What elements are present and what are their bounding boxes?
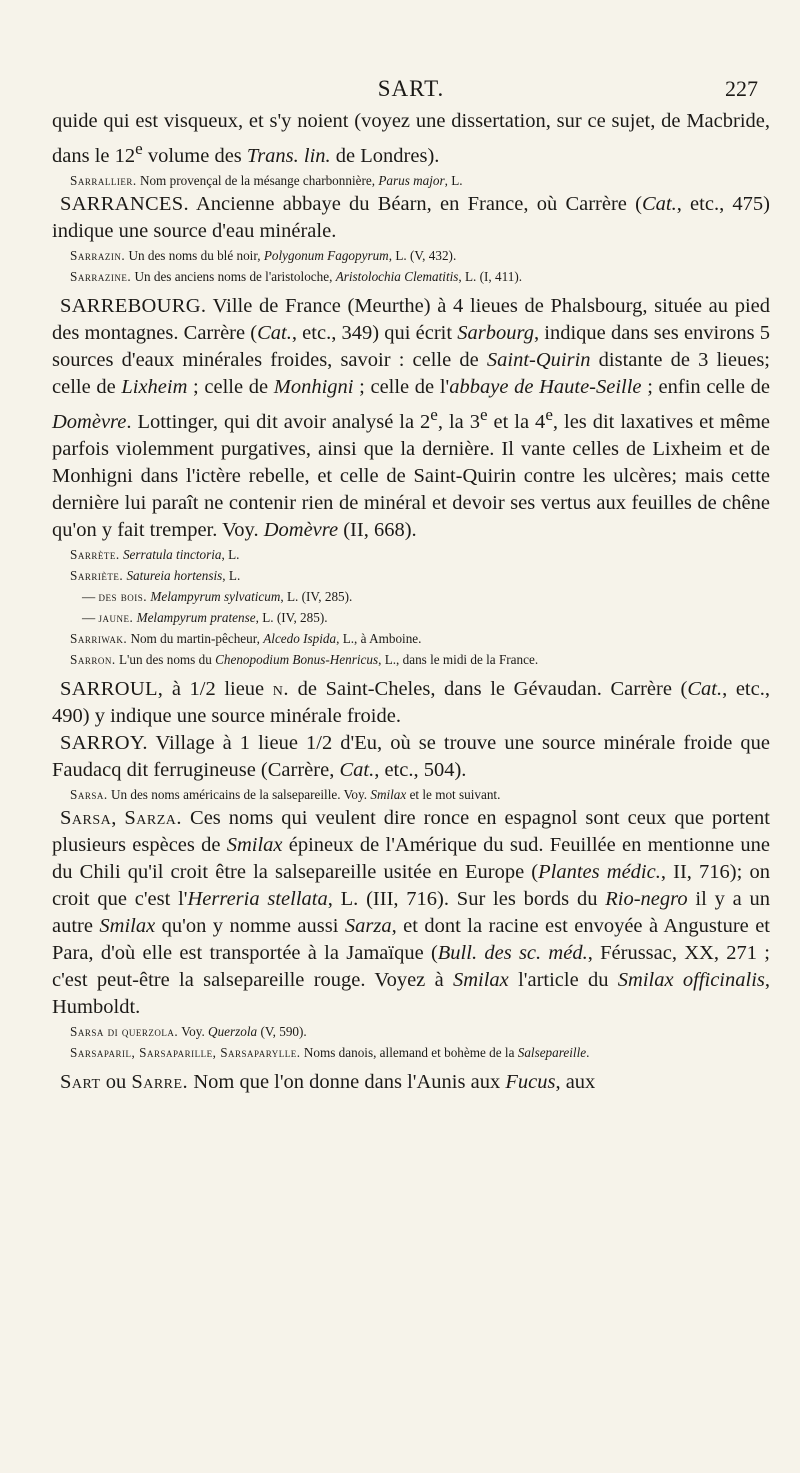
entry-sarriete: Sarriète. Satureia hortensis, L. <box>70 567 241 583</box>
entry-headword: Sarron. <box>70 651 116 667</box>
entry-sarron: Sarron. L'un des noms du Chenopodium Bonus-Henricus, L., dans le midi de la France. <box>70 651 539 667</box>
entry-headword: Sarsaparil, Sarsaparille, Sarsaparylle. <box>70 1044 301 1060</box>
entry-sarroul: SARROUL, à 1/2 lieue n. de Saint-Cheles, dans le Gévaudan. Carrère (Cat., etc., 490) y indique une source minérale froide. <box>52 677 770 727</box>
running-head: SART. <box>377 76 445 101</box>
entry-headword: SARREBOURG. <box>60 294 207 317</box>
page-number: 227 <box>725 76 758 101</box>
entry-sarsa-di-querzola: Sarsa di querzola. Voy. Querzola (V, 590). <box>70 1023 307 1039</box>
entry-sarrances: SARRANCES. Ancienne abbaye du Béarn, en France, où Carrère (Cat., etc., 475) indique une source d'eau minérale. <box>52 192 770 242</box>
entry-sarrazine: Sarrazine. Un des anciens noms de l'aristoloche, Aristolochia Clematitis, L. (I, 411). <box>70 268 523 284</box>
entry-sart: Sart ou Sarre. Nom que l'on donne dans l'Aunis aux Fucus, aux <box>60 1070 596 1093</box>
entry-headword: Sarza. <box>124 806 183 829</box>
entry-sarsa-sarza: Sarsa, Sarza. Ces noms qui veulent dire ronce en espagnol sont ceux que portent plusieurs espèces de Smilax épineux de l'Amérique du sud. Feuillée en mentionne une du Chili qu'il croit être la salsepareille usitée en Europe (Plantes médic., II, 716); on croit que c'est l'Herreria stellata, L. (III, 716). Sur les bords du Rio-negro il y a un autre Smilax qu'on y nomme aussi Sarza, et dont la racine est envoyée à Angusture et Para, d'où elle est transportée à la Jamaïque (Bull. des sc. méd., Férussac, XX, 271 ; c'est peut-être la salsepareille rouge. Voyez à Smilax l'article du Smilax officinalis, Humboldt. <box>52 806 770 1018</box>
entry-headword: des bois. <box>98 588 148 604</box>
entry-headword: Sarrazin. <box>70 247 126 263</box>
entry-sarsaparil: Sarsaparil, Sarsaparille, Sarsaparylle. Noms danois, allemand et bohème de la Salsepareille. <box>70 1044 590 1060</box>
entry-sarrete: Sarrète. Serratula tinctoria, L. <box>70 546 240 562</box>
entry-sarrazin: Sarrazin. Un des noms du blé noir, Polygonum Fagopyrum, L. (V, 432). <box>70 247 457 263</box>
entry-headword: Sarsa <box>60 806 112 829</box>
entry-headword: SARROUL, <box>60 677 164 700</box>
entry-headword: SARRANCES. <box>60 192 189 215</box>
entry-headword: Sarre. <box>131 1070 189 1093</box>
entry-headword: Sarrallier. <box>70 172 137 188</box>
page-header <box>52 66 770 108</box>
entry-sarriwak: Sarriwak. Nom du martin-pêcheur, Alcedo Ispida, L., à Amboine. <box>70 630 422 646</box>
entry-sarrallier: Sarrallier. Nom provençal de la mésange charbonnière, Parus major, L. <box>70 172 463 188</box>
entry-sarroy: SARROY. Village à 1 lieue 1/2 d'Eu, où se trouve une source minérale froide que Faudacq dit ferrugineuse (Carrère, Cat., etc., 504). <box>52 731 770 781</box>
entry-headword: Sarriwak. <box>70 630 128 646</box>
entry-headword: Sarsa. <box>70 786 108 802</box>
entry-headword: Sarsa di querzola. <box>70 1023 179 1039</box>
entry-sarrebourg: SARREBOURG. Ville de France (Meurthe) à 4 lieues de Phalsbourg, située au pied des montagnes. Carrère (Cat., etc., 349) qui écrit Sarbourg, indique dans ses environs 5 sources d'eaux minérales froides, savoir : celle de Saint-Quirin distante de 3 lieues; celle de Lixheim ; celle de Monhigni ; celle de l'abbaye de Haute-Seille ; enfin celle de Domèvre. Lottinger, qui dit avoir analysé la 2e, la 3e et la 4e, les dit laxatives et même parfois violemment purgatives, ainsi que la dernière. Il vante celles de Lixheim et de Monhigni dans l'ictère rebelle, et celle de Saint-Quirin contre les ulcères; mais cette dernière lui paraît ne contenir rien de minéral et devoir ses vertus aux feuilles de chêne qu'on y fait tremper. Voy. Domèvre (II, 668). <box>52 294 771 541</box>
ditto-dash: — <box>82 588 96 604</box>
ditto-dash: — <box>82 609 96 625</box>
entry-headword: Sart <box>60 1070 101 1093</box>
entry-continuation: quide qui est visqueux, et s'y noient (voyez une dissertation, sur ce sujet, de Macbride, dans le 12e volume des Trans. lin. de Londres). <box>52 110 770 167</box>
entry-sarsa: Sarsa. Un des noms américains de la salsepareille. Voy. Smilax et le mot suivant. <box>70 786 501 802</box>
entry-headword: Sarrète. <box>70 546 120 562</box>
entry-headword: Sarrazine. <box>70 268 132 284</box>
entry-sarriete-des-bois: — des bois. Melampyrum sylvaticum, L. (IV, 285). <box>82 588 353 604</box>
entry-headword: Sarriète. <box>70 567 124 583</box>
entry-headword: jaune. <box>98 609 134 625</box>
entry-headword: SARROY. <box>60 731 148 754</box>
entry-sarriete-jaune: — jaune. Melampyrum pratense, L. (IV, 285). <box>82 609 328 625</box>
